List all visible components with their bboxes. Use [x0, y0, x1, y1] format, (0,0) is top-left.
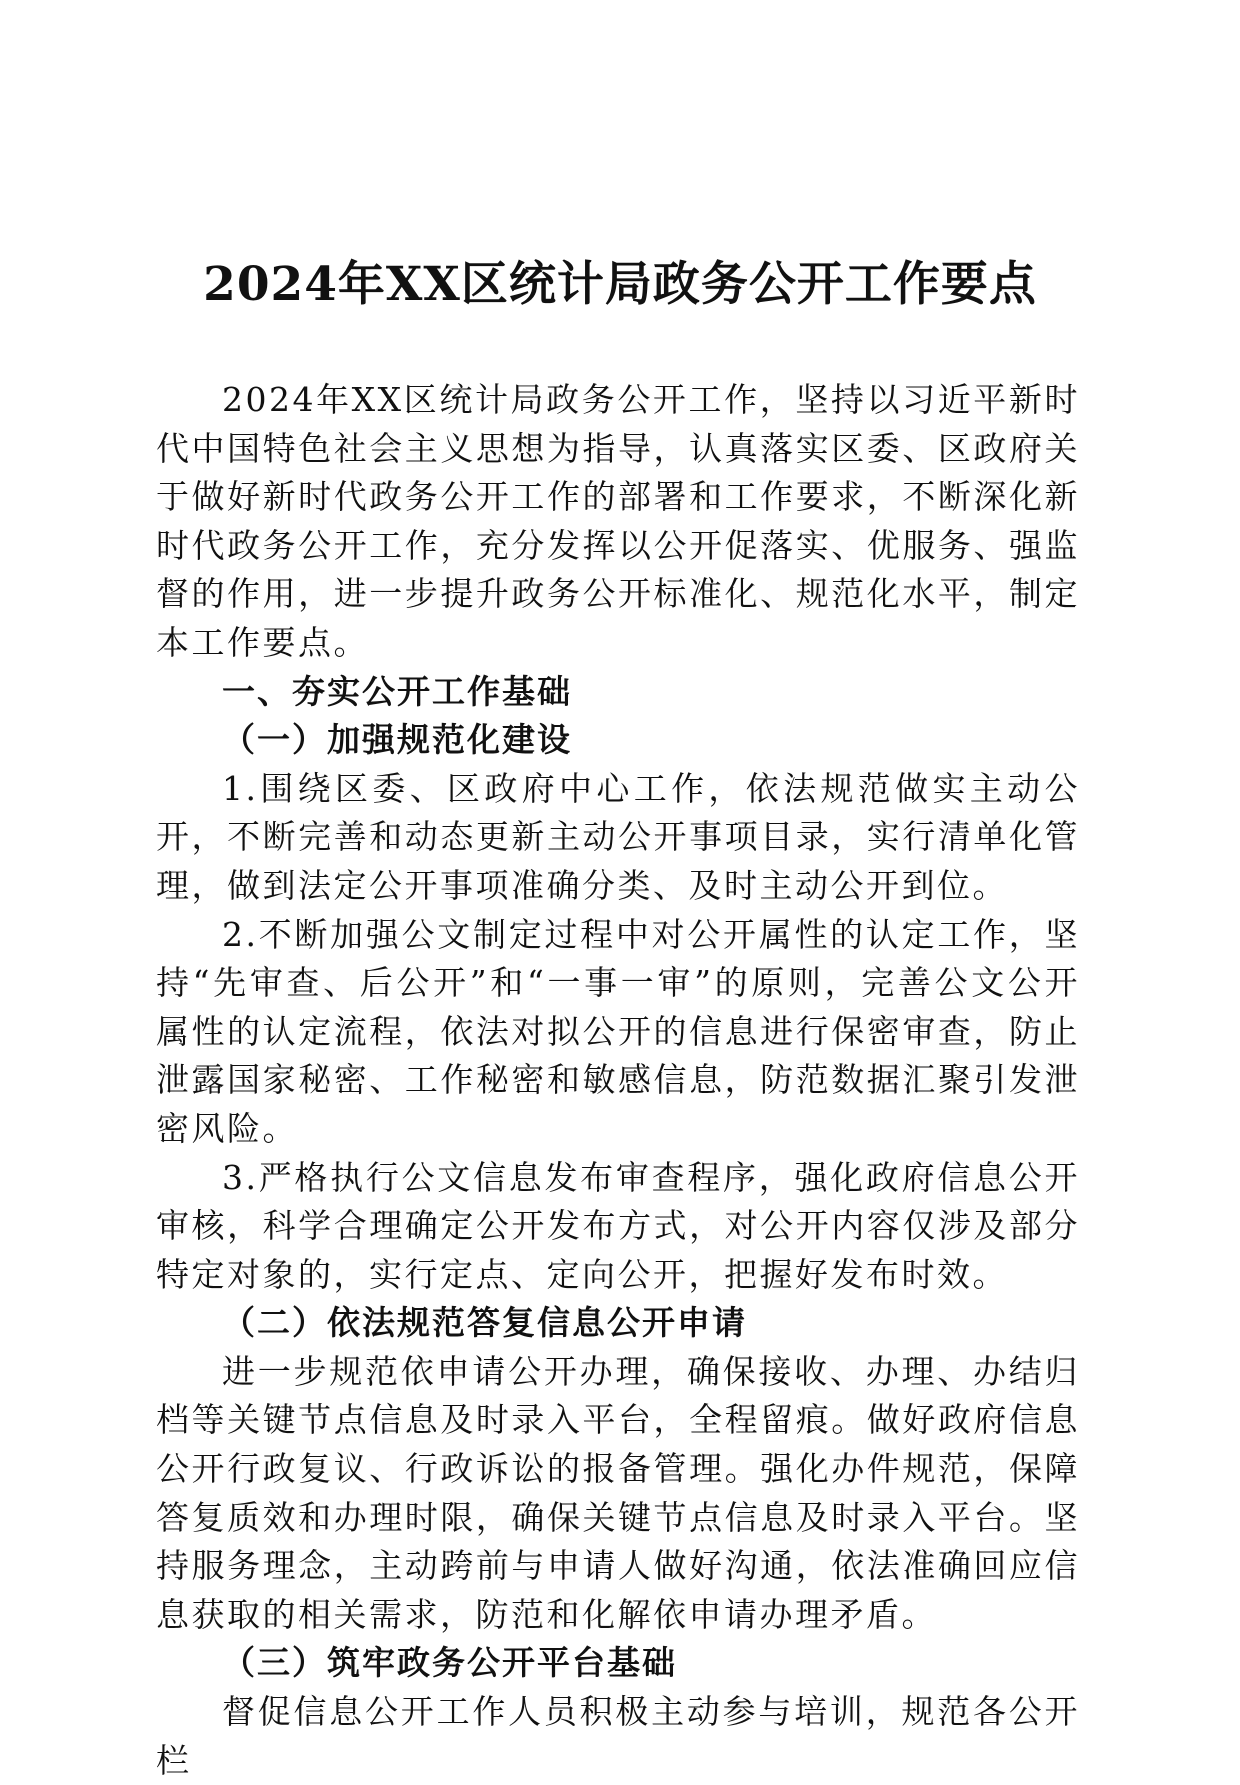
section-heading-1: 一、夯实公开工作基础	[222, 671, 572, 711]
item-paragraph-3: 3.严格执行公文信息发布审查程序，强化政府信息公开审核，科学合理确定公开发布方式，对公开内容仅涉及部分特定对象的，实行定点、定向公开，把握好发布时效。	[156, 1157, 1080, 1294]
subsection-heading-1: （一）加强规范化建设	[222, 720, 572, 760]
subsection-paragraph-2: 进一步规范依申请公开办理，确保接收、办理、办结归档等关键节点信息及时录入平台，全程留痕。做好政府信息公开行政复议、行政诉讼的报备管理。强化办件规范，保障答复质效和办理时限，确保关键节点信息及时录入平台。坚持服务理念，主动跨前与申请人做好沟通，依法准确回应信息获取的相关需求，防范和化解依申请办理矛盾。	[156, 1351, 1080, 1634]
subsection-paragraph-3: 督促信息公开工作人员积极主动参与培训，规范各公开栏	[156, 1692, 1080, 1780]
subsection-heading-3: （三）筑牢政务公开平台基础	[222, 1643, 677, 1683]
item-paragraph-1: 1.围绕区委、区政府中心工作，依法规范做实主动公开，不断完善和动态更新主动公开事项目录，实行清单化管理，做到法定公开事项准确分类、及时主动公开到位。	[156, 768, 1080, 905]
intro-paragraph: 2024年XX区统计局政务公开工作，坚持以习近平新时代中国特色社会主义思想为指导，认真落实区委、区政府关于做好新时代政务公开工作的部署和工作要求，不断深化新时代政务公开工作，充分发挥以公开促落实、优服务、强监督的作用，进一步提升政务公开标准化、规范化水平，制定本工作要点。	[156, 380, 1080, 662]
document-title: 2024年XX区统计局政务公开工作要点	[203, 257, 1037, 312]
item-paragraph-2: 2.不断加强公文制定过程中对公开属性的认定工作，坚持“先审查、后公开”和“一事一审”的原则，完善公文公开属性的认定流程，依法对拟公开的信息进行保密审查，防止泄露国家秘密、工作秘密和敏感信息，防范数据汇聚引发泄密风险。	[156, 914, 1080, 1148]
subsection-heading-2: （二）依法规范答复信息公开申请	[222, 1303, 747, 1343]
document-body	[156, 376, 1080, 1785]
